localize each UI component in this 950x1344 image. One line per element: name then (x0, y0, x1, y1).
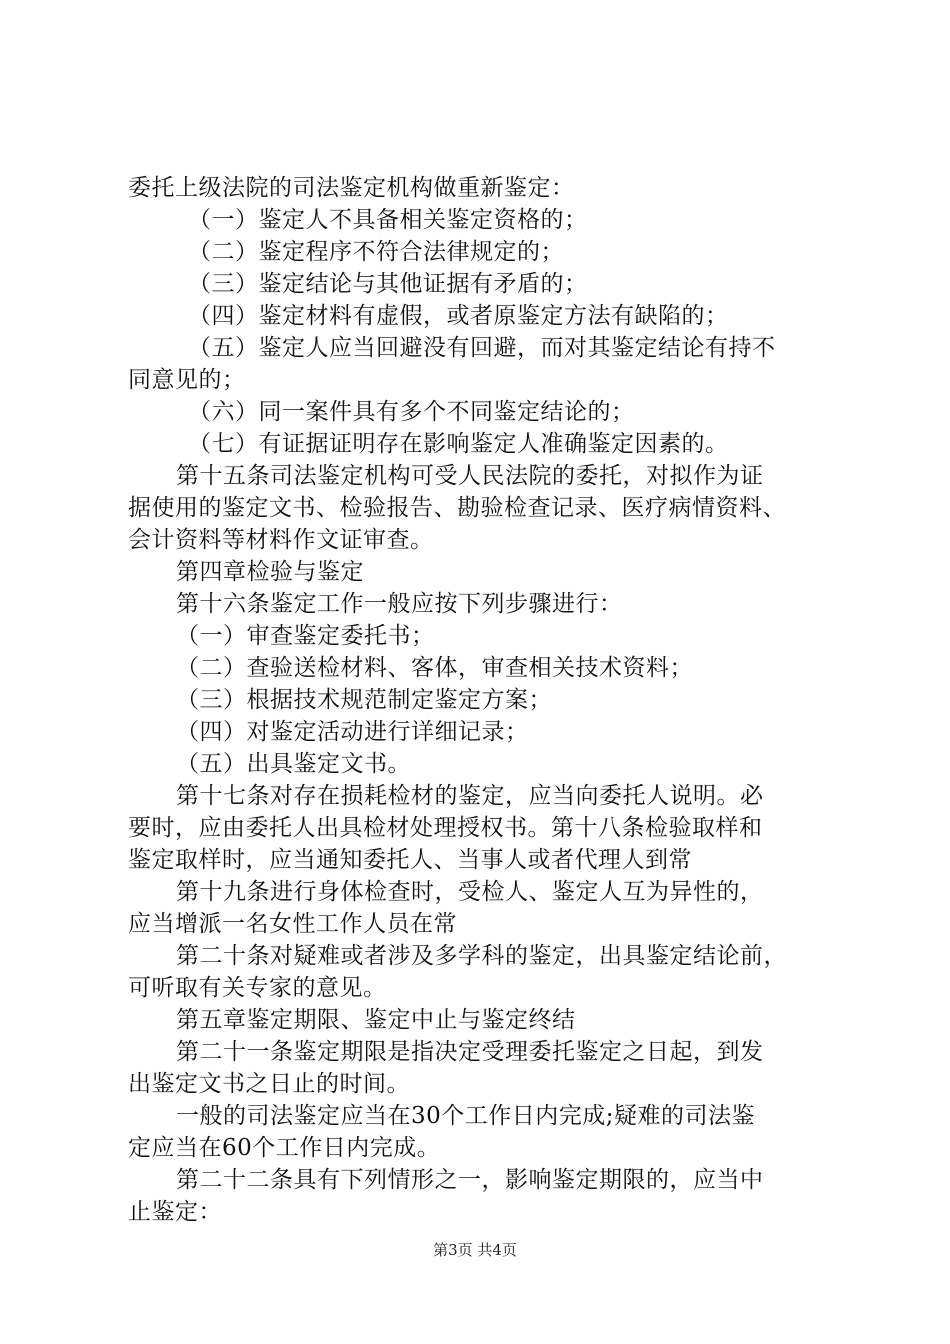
text-line: 第十六条鉴定工作一般应按下列步骤进行： (176, 591, 623, 617)
text-line: 第十七条对存在损耗检材的鉴定，应当向委托人说明。必 (176, 783, 764, 809)
text-line: 委托上级法院的司法鉴定机构做重新鉴定： (128, 175, 575, 201)
text-line: （一）审查鉴定委托书； (176, 623, 435, 649)
text-line: （二）鉴定程序不符合法律规定的； (188, 239, 564, 265)
text-line: 第二十二条具有下列情形之一，影响鉴定期限的，应当中 (176, 1167, 764, 1193)
text-line: 会计资料等材料作文证审查。 (128, 527, 434, 553)
text-line: 第二十条对疑难或者涉及多学科的鉴定，出具鉴定结论前， (176, 943, 787, 969)
text-line: 第四章检验与鉴定 (176, 559, 364, 585)
text-line: （三）鉴定结论与其他证据有矛盾的； (188, 271, 588, 297)
text-line: 第十五条司法鉴定机构可受人民法院的委托，对拟作为证 (176, 463, 764, 489)
text-line: （二）查验送检材料、客体，审查相关技术资料； (176, 655, 693, 681)
text-line: （一）鉴定人不具备相关鉴定资格的； (188, 207, 588, 233)
text-line: 一般的司法鉴定应当在30个工作日内完成;疑难的司法鉴 (176, 1103, 756, 1129)
text-line: （五）鉴定人应当回避没有回避，而对其鉴定结论有持不 (188, 335, 776, 361)
text-line: （三）根据技术规范制定鉴定方案； (176, 687, 552, 713)
text-line: 要时，应由委托人出具检材处理授权书。第十八条检验取样和 (128, 815, 763, 841)
text-line: （七）有证据证明存在影响鉴定人准确鉴定因素的。 (188, 431, 729, 457)
text-line: 鉴定取样时，应当通知委托人、当事人或者代理人到常 (128, 847, 692, 873)
text-line: 止鉴定： (128, 1199, 222, 1225)
text-line: 同意见的； (128, 367, 246, 393)
text-line: 据使用的鉴定文书、检验报告、勘验检查记录、医疗病情资料、 (128, 495, 786, 521)
text-line: 定应当在60个工作日内完成。 (128, 1135, 441, 1161)
text-line: 第二十一条鉴定期限是指决定受理委托鉴定之日起，到发 (176, 1039, 764, 1065)
document-body (128, 172, 858, 1228)
text-line: （六）同一案件具有多个不同鉴定结论的； (188, 399, 635, 425)
page-footer: 第3页 共4页 (433, 1241, 517, 1259)
text-line: 第十九条进行身体检查时，受检人、鉴定人互为异性的， (176, 879, 764, 905)
text-line: （五）出具鉴定文书。 (176, 751, 411, 777)
text-line: 可听取有关专家的意见。 (128, 975, 387, 1001)
text-line: 第五章鉴定期限、鉴定中止与鉴定终结 (176, 1007, 576, 1033)
text-line: 出鉴定文书之日止的时间。 (128, 1071, 410, 1097)
text-line: （四）对鉴定活动进行详细记录； (176, 719, 529, 745)
text-line: 应当增派一名女性工作人员在常 (128, 911, 457, 937)
text-line: （四）鉴定材料有虚假，或者原鉴定方法有缺陷的； (188, 303, 729, 329)
